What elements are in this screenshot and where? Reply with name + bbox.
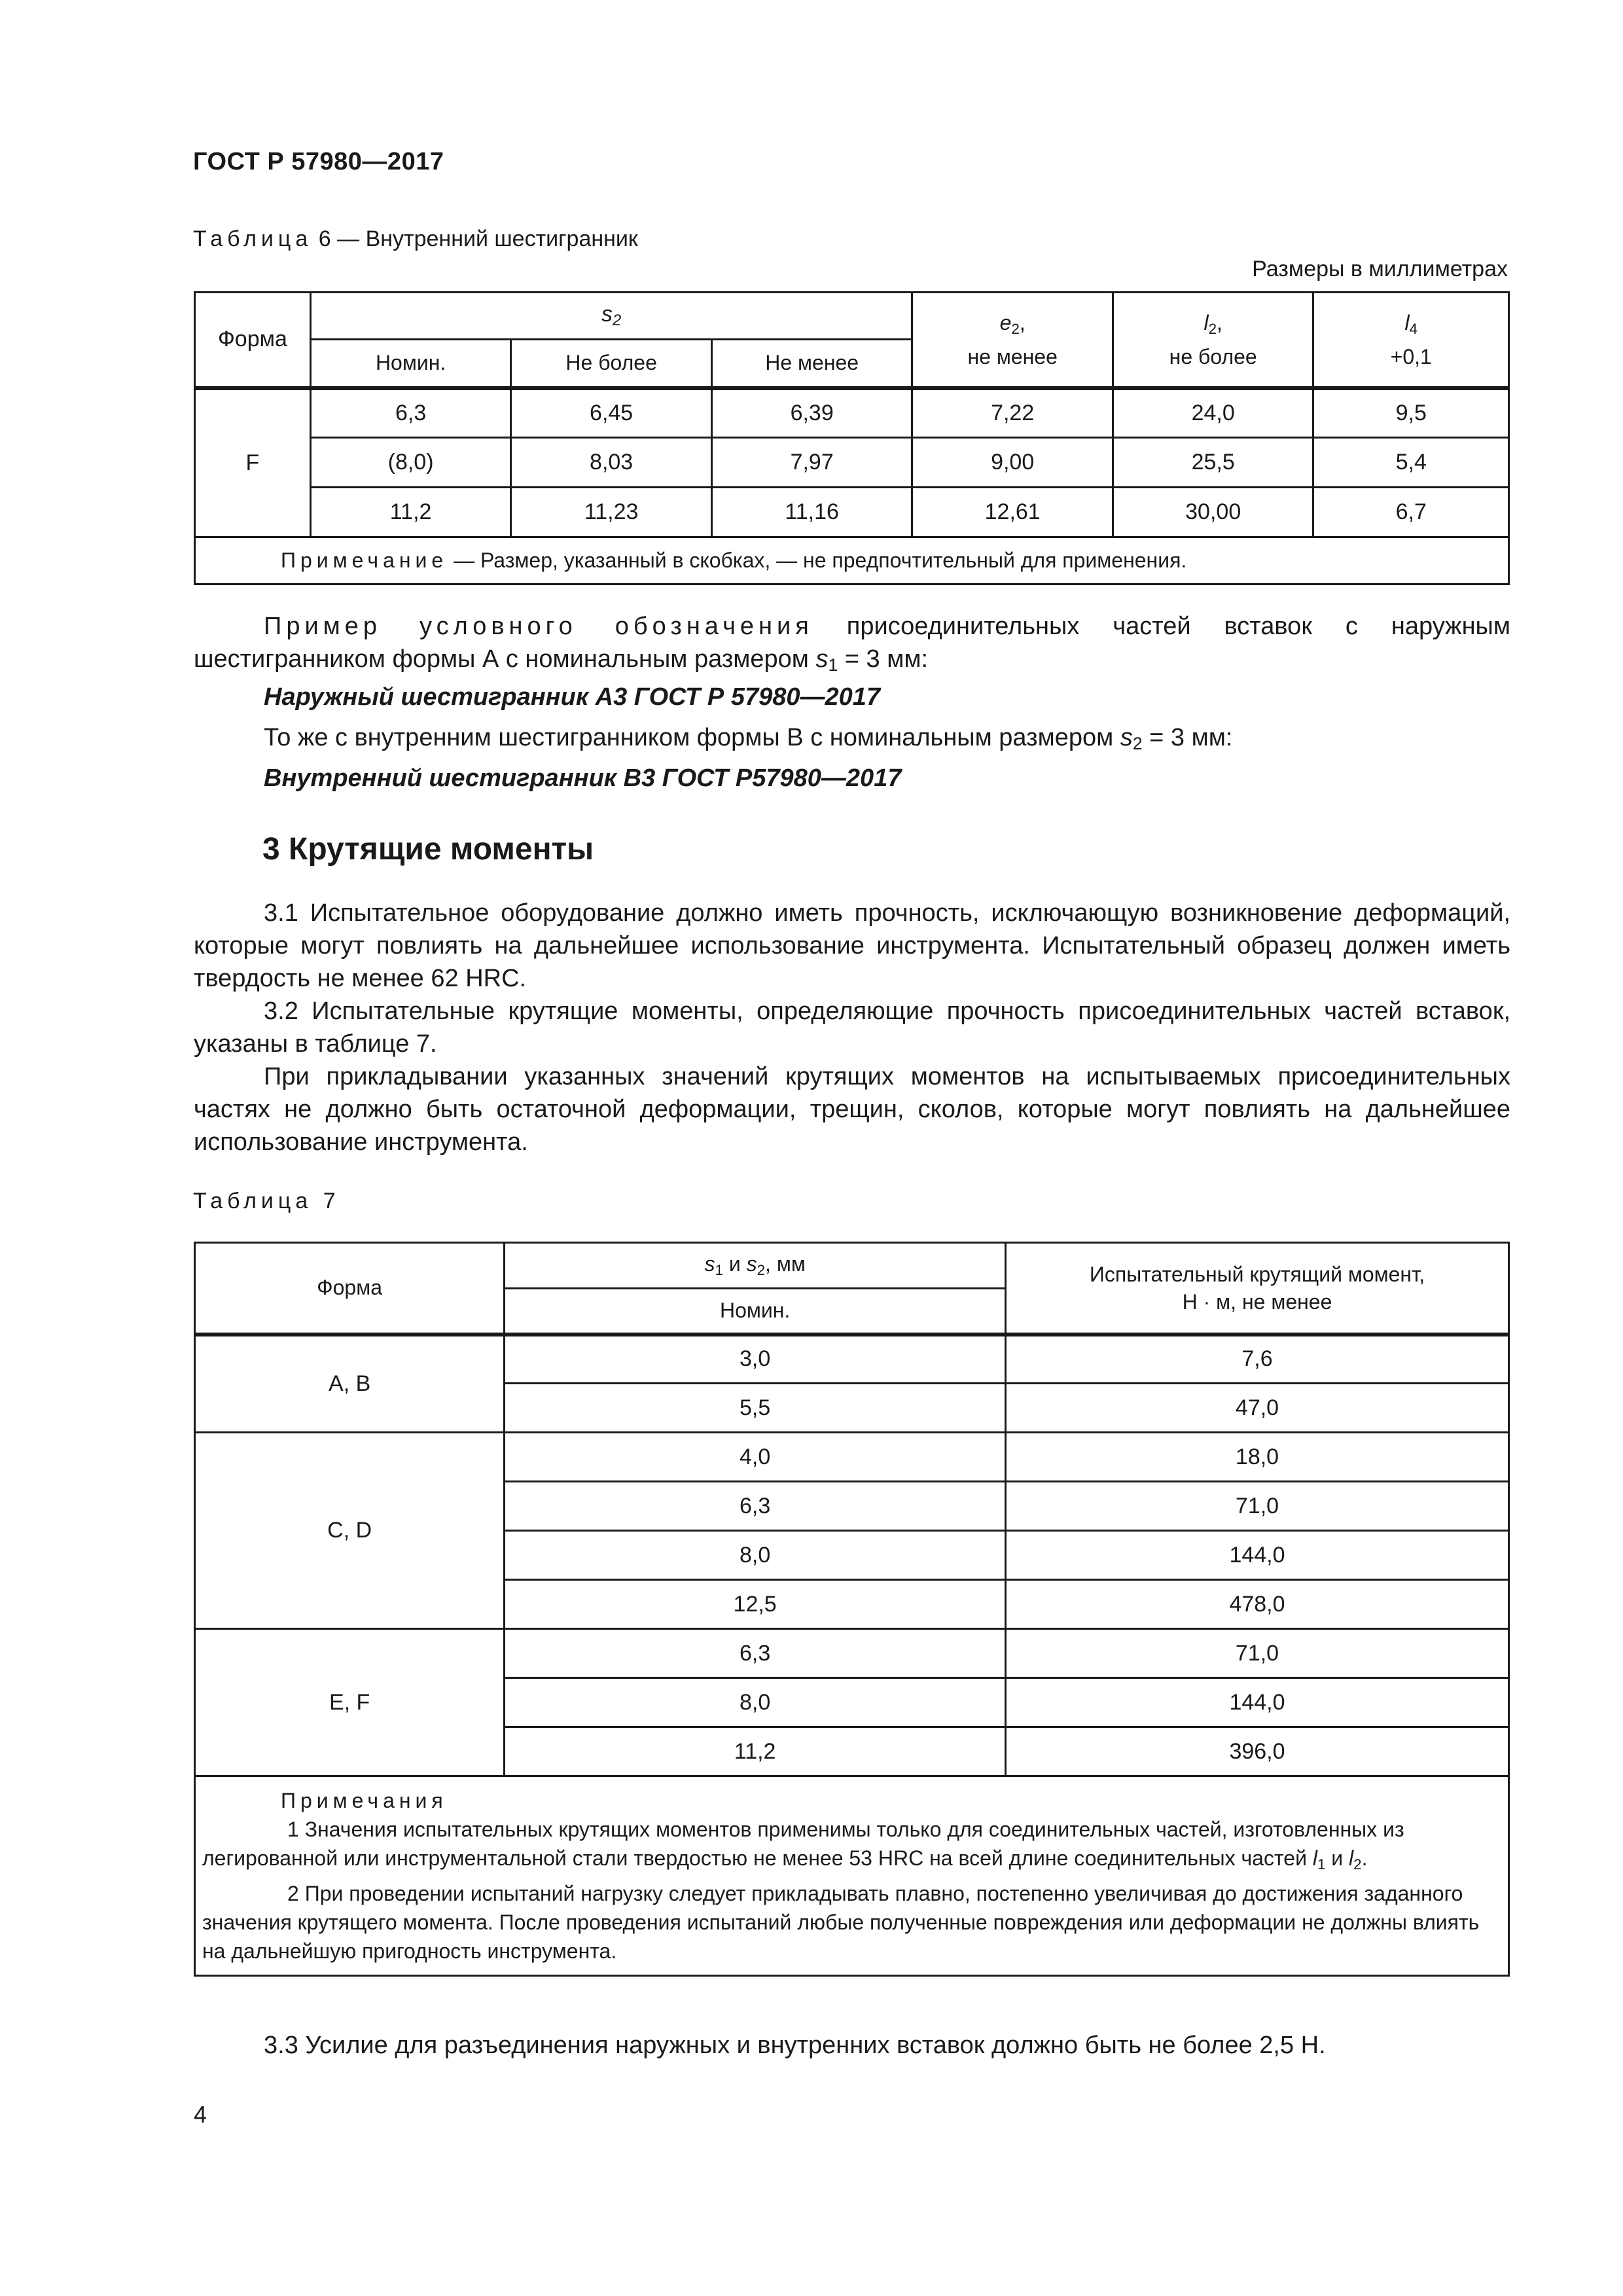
table7-header-nomin: Номин. xyxy=(505,1289,1006,1335)
table6-note-text: — Размер, указанный в скобках, — не предпочтительный для применения. xyxy=(448,548,1187,572)
table-cell: 12,61 xyxy=(912,488,1113,537)
table-cell: 6,3 xyxy=(310,388,511,438)
table-cell: 11,16 xyxy=(711,488,912,537)
example-lead: Пример условного обозначения xyxy=(264,613,813,640)
table6-header-ne-bolee: Не более xyxy=(511,340,712,388)
table6-units: Размеры в миллиметрах xyxy=(1252,257,1508,281)
table-cell: 3,0 xyxy=(505,1335,1006,1384)
table7-header-s1-s2: $s_1$ и $s_2$, мм xyxy=(505,1243,1006,1289)
section-3-title: 3 Крутящие моменты xyxy=(262,832,594,867)
page-number: 4 xyxy=(194,2101,207,2128)
paragraph-3-2-continued: При прикладывании указанных значений крутящих моментов на испытываемых присоединительных частях не должно быть остаточной деформации, трещин, сколов, которые могут повлиять на дальнейшее использование инструмента. xyxy=(194,1063,1510,1156)
table-cell: 12,5 xyxy=(505,1580,1006,1629)
table7-header-moment: Испытательный крутящий момент, Н · м, не менее xyxy=(1006,1243,1509,1335)
table6-header-forma: Форма xyxy=(195,293,311,388)
table-cell: 478,0 xyxy=(1006,1580,1509,1629)
table-cell: 6,39 xyxy=(711,388,912,438)
table-cell: 6,3 xyxy=(505,1629,1006,1678)
table-row xyxy=(195,438,1509,488)
table-row xyxy=(195,1433,1509,1482)
paragraph-3-1: 3.1 Испытательное оборудование должно иметь прочность, исключающую возникновение деформаций, которые могут повлиять на дальнейшее использование инструмента. Испытательный образец должен иметь твердость не менее 62 HRC. xyxy=(194,899,1510,992)
table-cell: 8,0 xyxy=(505,1531,1006,1580)
example-designation-1: Наружный шестигранник А3 ГОСТ Р 57980—2017 xyxy=(264,683,881,711)
table7-notes-title: Примечания xyxy=(281,1789,448,1812)
table-cell: 7,97 xyxy=(711,438,912,488)
table-cell: 8,03 xyxy=(511,438,712,488)
table6-header-ne-menee: Не менее xyxy=(711,340,912,388)
table7-note-1: 1 Значения испытательных крутящих моментов применимы только для соединительных частей, изготовленных из легированной или инструментальной стали твердостью не менее 53 HRC на всей длине соединительных частей $l_1$ и $l_2$. xyxy=(202,1818,1404,1873)
table-cell: 144,0 xyxy=(1006,1531,1509,1580)
table6-note xyxy=(195,537,1509,584)
table6-caption-title: 6 — Внутренний шестигранник xyxy=(318,226,638,251)
table-row xyxy=(195,1335,1509,1384)
document-code: ГОСТ Р 57980—2017 xyxy=(193,148,444,175)
table7 xyxy=(194,1242,1510,1977)
table-cell: 71,0 xyxy=(1006,1482,1509,1531)
table-cell: 30,00 xyxy=(1113,488,1313,537)
table7-caption: Таблица 7 xyxy=(193,1189,340,1213)
table6 xyxy=(194,291,1510,585)
table-cell: 6,7 xyxy=(1313,488,1509,537)
example-designation-2: Внутренний шестигранник В3 ГОСТ Р57980—2017 xyxy=(264,764,902,792)
table6-header-nomin: Номин. xyxy=(310,340,511,388)
table-cell: 7,6 xyxy=(1006,1335,1509,1384)
table6-header-e2: $e_2$, не менее xyxy=(912,293,1113,388)
table6-header-l4: $l_4$ +0,1 xyxy=(1313,293,1509,388)
table6-caption xyxy=(193,226,638,252)
table-cell: 9,5 xyxy=(1313,388,1509,438)
table7-form-cd: C, D xyxy=(195,1433,505,1629)
table7-form-ab: A, B xyxy=(195,1335,505,1433)
table7-notes xyxy=(195,1776,1509,1976)
table-cell: 24,0 xyxy=(1113,388,1313,438)
table7-header-forma: Форма xyxy=(195,1243,505,1335)
table-cell: 8,0 xyxy=(505,1678,1006,1727)
table-cell: 6,3 xyxy=(505,1482,1006,1531)
table6-form-cell: F xyxy=(195,388,311,537)
table-cell: 71,0 xyxy=(1006,1629,1509,1678)
table-cell: 6,45 xyxy=(511,388,712,438)
table6-header-l2: $l_2$, не более xyxy=(1113,293,1313,388)
table-row xyxy=(195,488,1509,537)
table-cell: 9,00 xyxy=(912,438,1113,488)
table-cell: 7,22 xyxy=(912,388,1113,438)
table6-note-word: Примечание xyxy=(281,548,448,572)
table-cell: 4,0 xyxy=(505,1433,1006,1482)
example-paragraph: Пример условного обозначения присоединительных частей вставок с наружным шестигранником формы А с номинальным размером $s_1 = 3$ мм: xyxy=(194,613,1510,675)
table-row xyxy=(195,1629,1509,1678)
example-second-line: То же с внутренним шестигранником формы В с номинальным размером $s_2 = 3$ мм: xyxy=(264,724,1233,753)
table-cell: 144,0 xyxy=(1006,1678,1509,1727)
table-cell: 5,5 xyxy=(505,1384,1006,1433)
table-cell: 5,4 xyxy=(1313,438,1509,488)
table7-note-2: 2 При проведении испытаний нагрузку следует прикладывать плавно, постепенно увеличивая до достижения заданного значения крутящего момента. После проведения испытаний любые полученные повреждения или деформации не должны влиять на дальнейшую пригодность инструмента. xyxy=(202,1882,1480,1963)
table-cell: 11,23 xyxy=(511,488,712,537)
table6-header-s2: $s_2$ xyxy=(310,293,912,340)
table-cell: 396,0 xyxy=(1006,1727,1509,1776)
table-cell: 47,0 xyxy=(1006,1384,1509,1433)
table7-form-ef: E, F xyxy=(195,1629,505,1776)
table-row xyxy=(195,388,1509,438)
table6-caption-word: Таблица xyxy=(193,226,313,251)
table-cell: 25,5 xyxy=(1113,438,1313,488)
table-cell: (8,0) xyxy=(310,438,511,488)
table-cell: 11,2 xyxy=(310,488,511,537)
table-cell: 11,2 xyxy=(505,1727,1006,1776)
table-cell: 18,0 xyxy=(1006,1433,1509,1482)
paragraph-3-3: 3.3 Усилие для разъединения наружных и внутренних вставок должно быть не более 2,5 Н. xyxy=(264,2032,1326,2059)
paragraph-3-2: 3.2 Испытательные крутящие моменты, определяющие прочность присоединительных частей вставок, указаны в таблице 7. xyxy=(194,997,1510,1058)
